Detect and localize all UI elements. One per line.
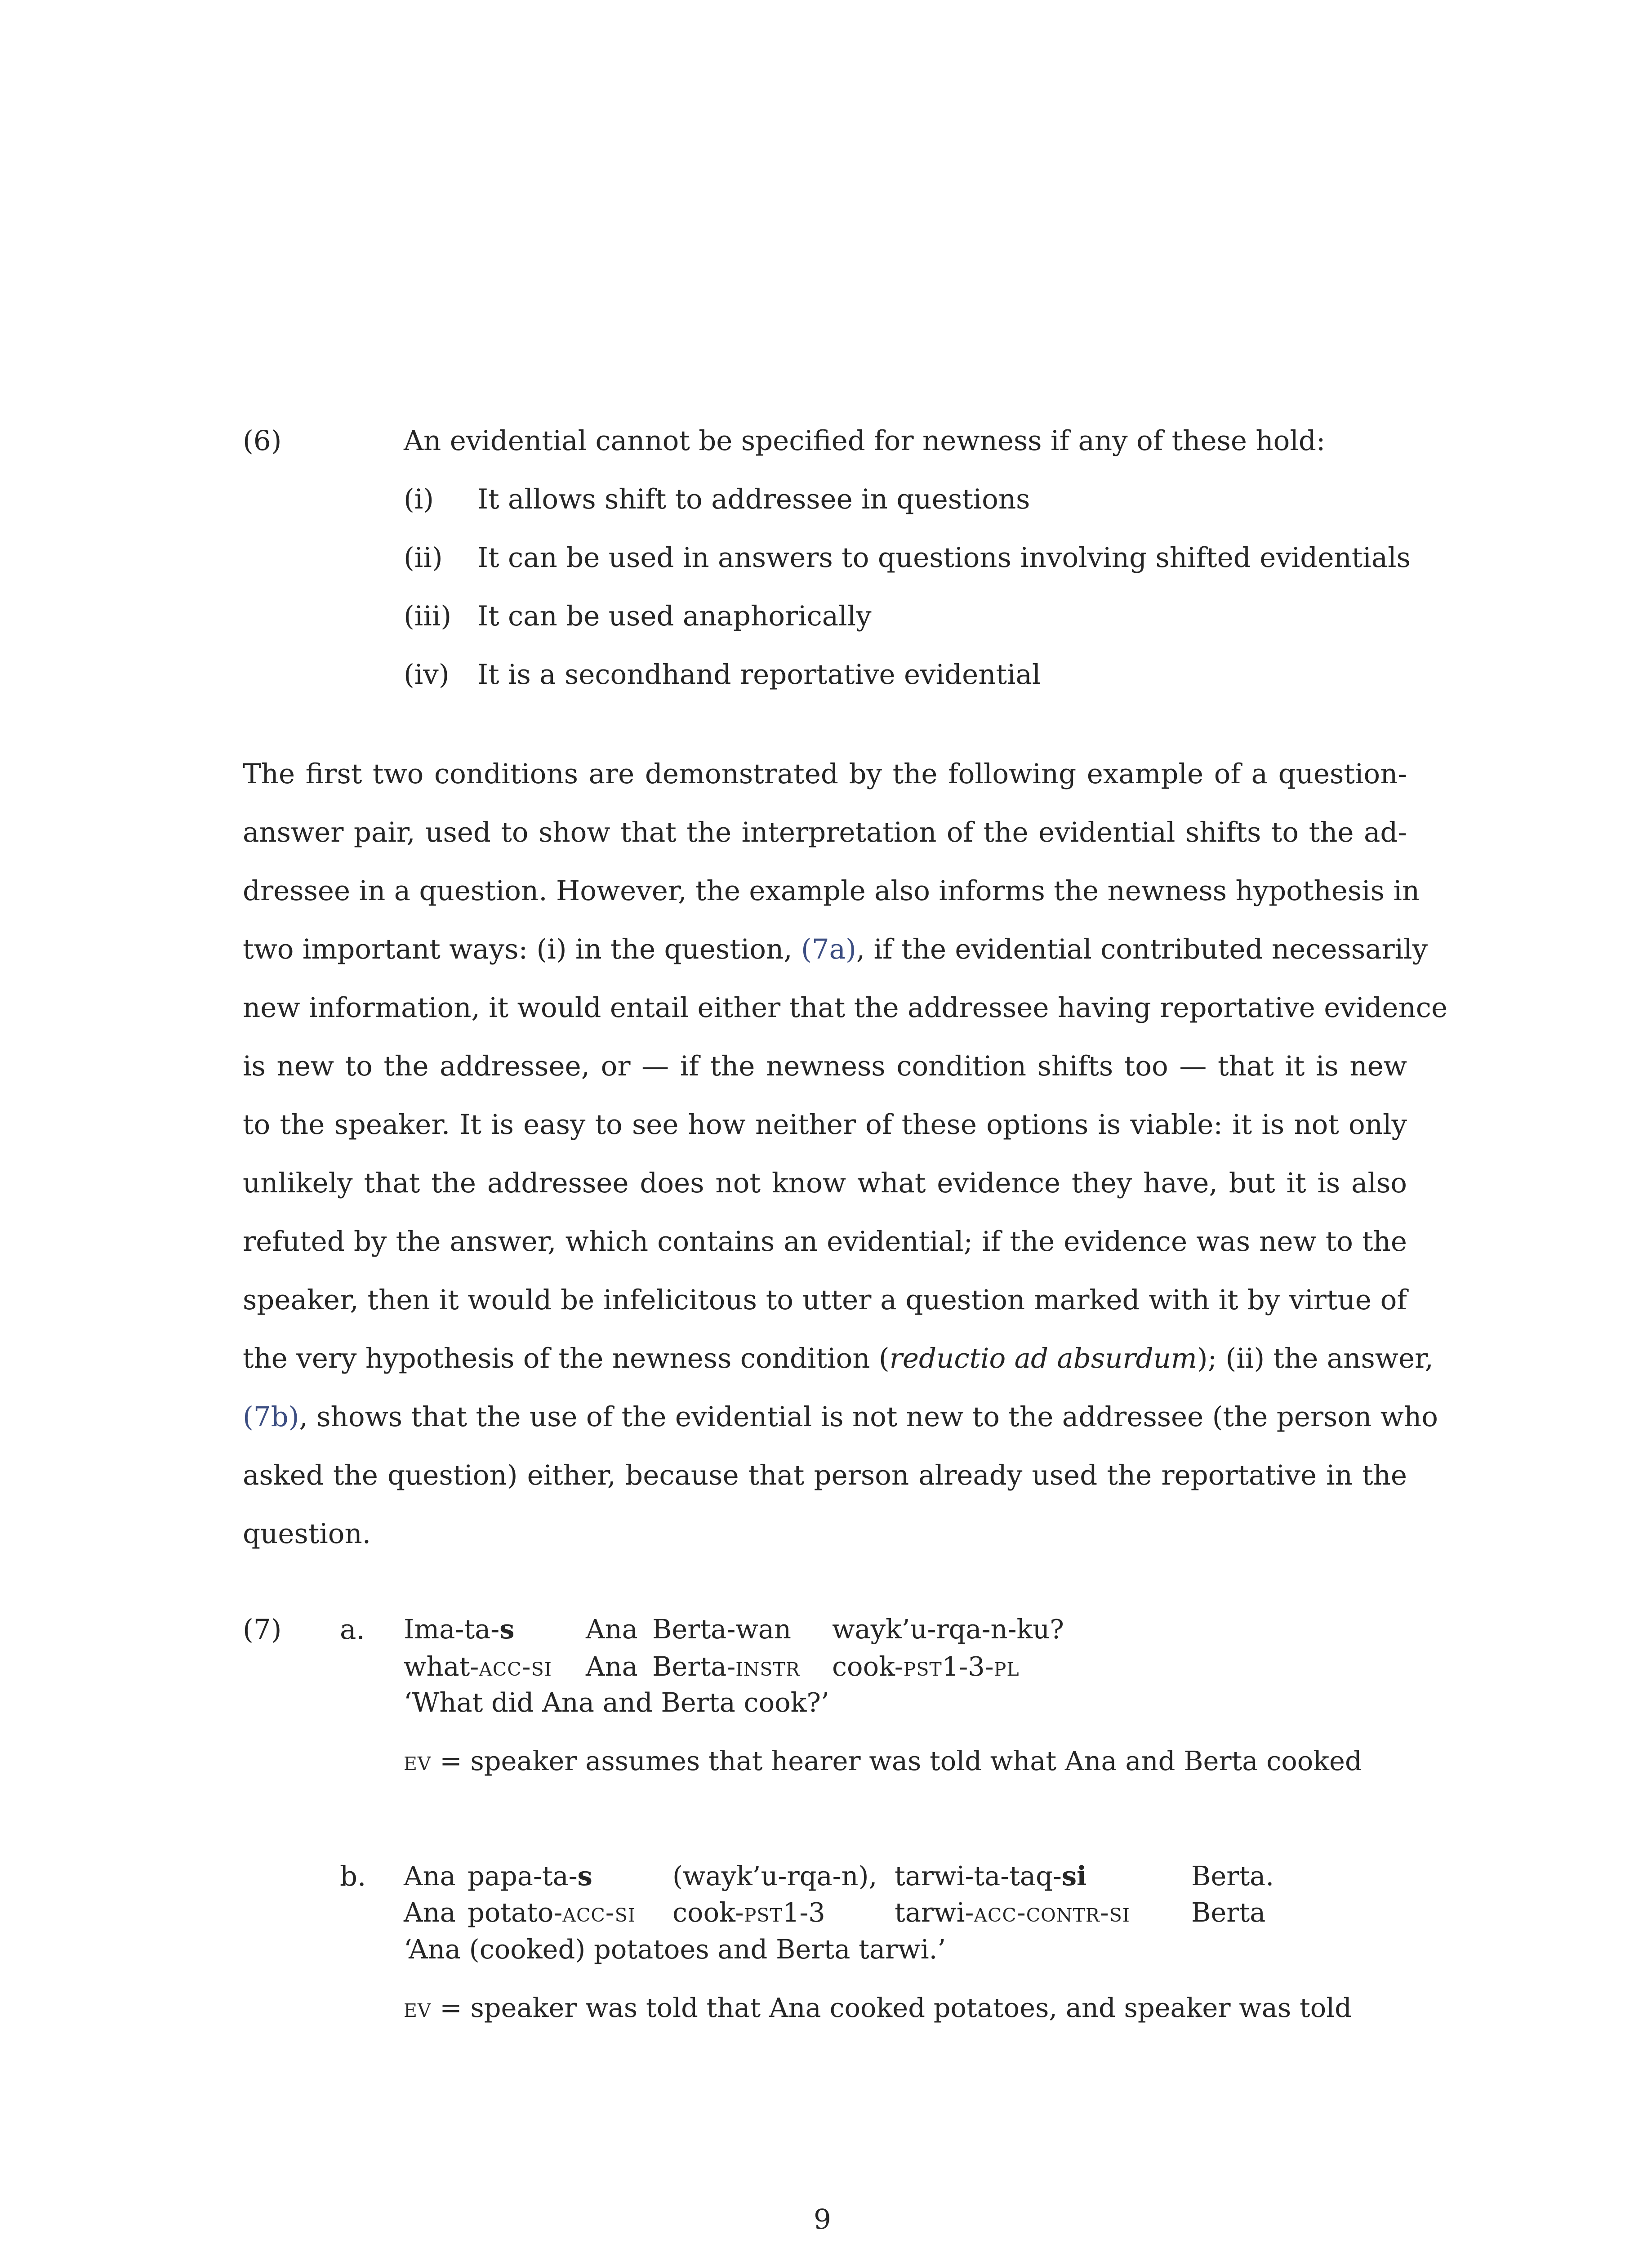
list-item-label: (iv) — [404, 659, 450, 691]
gloss-word: (wayk’u-rqa-n), — [672, 1860, 877, 1891]
cross-reference-7a[interactable]: (7a) — [801, 933, 856, 965]
gloss-morpheme: what-acc-si — [404, 1651, 552, 1682]
subexample-label: b. — [340, 1860, 366, 1892]
paragraph-line: speaker, then it would be infelicitous to utter a question marked with it by virtue of — [243, 1284, 1407, 1316]
paragraph-line: the very hypothesis of the newness condition (reductio ad absurdum); (ii) the answer, — [243, 1343, 1434, 1374]
gloss-word: Ima-ta-s — [404, 1614, 515, 1645]
paragraph-line: refuted by the answer, which contains an evidential; if the evidence was new to the — [243, 1226, 1407, 1258]
gloss-morpheme: cook-pst1-3 — [672, 1897, 825, 1928]
list-item-text: It allows shift to addressee in questions — [477, 483, 1030, 515]
gloss-word: Ana — [404, 1860, 456, 1891]
paragraph-line: The first two conditions are demonstrated by the following example of a question- — [243, 758, 1407, 790]
paragraph-line: (7b), shows that the use of the evidential is not new to the addressee (the person who — [243, 1401, 1438, 1433]
paragraph-line: answer pair, used to show that the interpretation of the evidential shifts to the ad- — [243, 816, 1407, 848]
evidential-note: ev = speaker assumes that hearer was told what Ana and Berta cooked — [404, 1745, 1362, 1776]
gloss-morpheme: Berta — [1191, 1897, 1266, 1928]
list-item-text: It can be used anaphorically — [477, 600, 872, 632]
list-item-label: (i) — [404, 483, 434, 515]
gloss-morpheme: potato-acc-si — [468, 1897, 636, 1928]
paragraph-line: question. — [243, 1518, 371, 1550]
paragraph-line: to the speaker. It is easy to see how neither of these options is viable: it is not only — [243, 1109, 1407, 1141]
gloss-word: tarwi-ta-taq-si — [895, 1860, 1087, 1891]
paragraph-line: is new to the addressee, or — if the newness condition shifts too — that it is new — [243, 1050, 1407, 1082]
example-number: (7) — [243, 1614, 282, 1646]
gloss-word: wayk’u-rqa-n-ku? — [832, 1614, 1064, 1645]
paragraph-line: asked the question) either, because that person already used the reportative in the — [243, 1459, 1407, 1491]
list-item-text: It is a secondhand reportative evidential — [477, 659, 1041, 691]
gloss-word: Berta. — [1191, 1860, 1274, 1891]
subexample-label: a. — [340, 1614, 365, 1646]
list-item-label: (ii) — [404, 542, 443, 574]
free-translation: ‘Ana (cooked) potatoes and Berta tarwi.’ — [404, 1934, 946, 1965]
list-item-label: (iii) — [404, 600, 452, 632]
paragraph-line: dressee in a question. However, the example also informs the newness hypothesis in — [243, 875, 1420, 907]
page-number: 9 — [814, 2203, 831, 2235]
example-intro: An evidential cannot be specified for newness if any of these hold: — [404, 425, 1326, 457]
gloss-word: papa-ta-s — [468, 1860, 592, 1891]
example-number: (6) — [243, 425, 282, 457]
gloss-morpheme: Ana — [586, 1651, 638, 1682]
free-translation: ‘What did Ana and Berta cook?’ — [404, 1687, 829, 1718]
gloss-word: Berta-wan — [652, 1614, 791, 1645]
paragraph-line: two important ways: (i) in the question, (7a), if the evidential contributed necessarily — [243, 933, 1428, 965]
gloss-word: Ana — [586, 1614, 638, 1645]
cross-reference-7b[interactable]: (7b) — [243, 1401, 299, 1433]
gloss-morpheme: Ana — [404, 1897, 456, 1928]
list-item-text: It can be used in answers to questions involving shifted evidentials — [477, 542, 1411, 574]
gloss-morpheme: cook-pst1-3-pl — [832, 1651, 1020, 1682]
evidential-note: ev = speaker was told that Ana cooked potatoes, and speaker was told — [404, 1992, 1352, 2023]
paragraph-line: new information, it would entail either that the addressee having reportative evidence — [243, 992, 1448, 1024]
gloss-morpheme: tarwi-acc-contr-si — [895, 1897, 1130, 1928]
paragraph-line: unlikely that the addressee does not know what evidence they have, but it is also — [243, 1167, 1407, 1199]
gloss-morpheme: Berta-instr — [652, 1651, 800, 1682]
